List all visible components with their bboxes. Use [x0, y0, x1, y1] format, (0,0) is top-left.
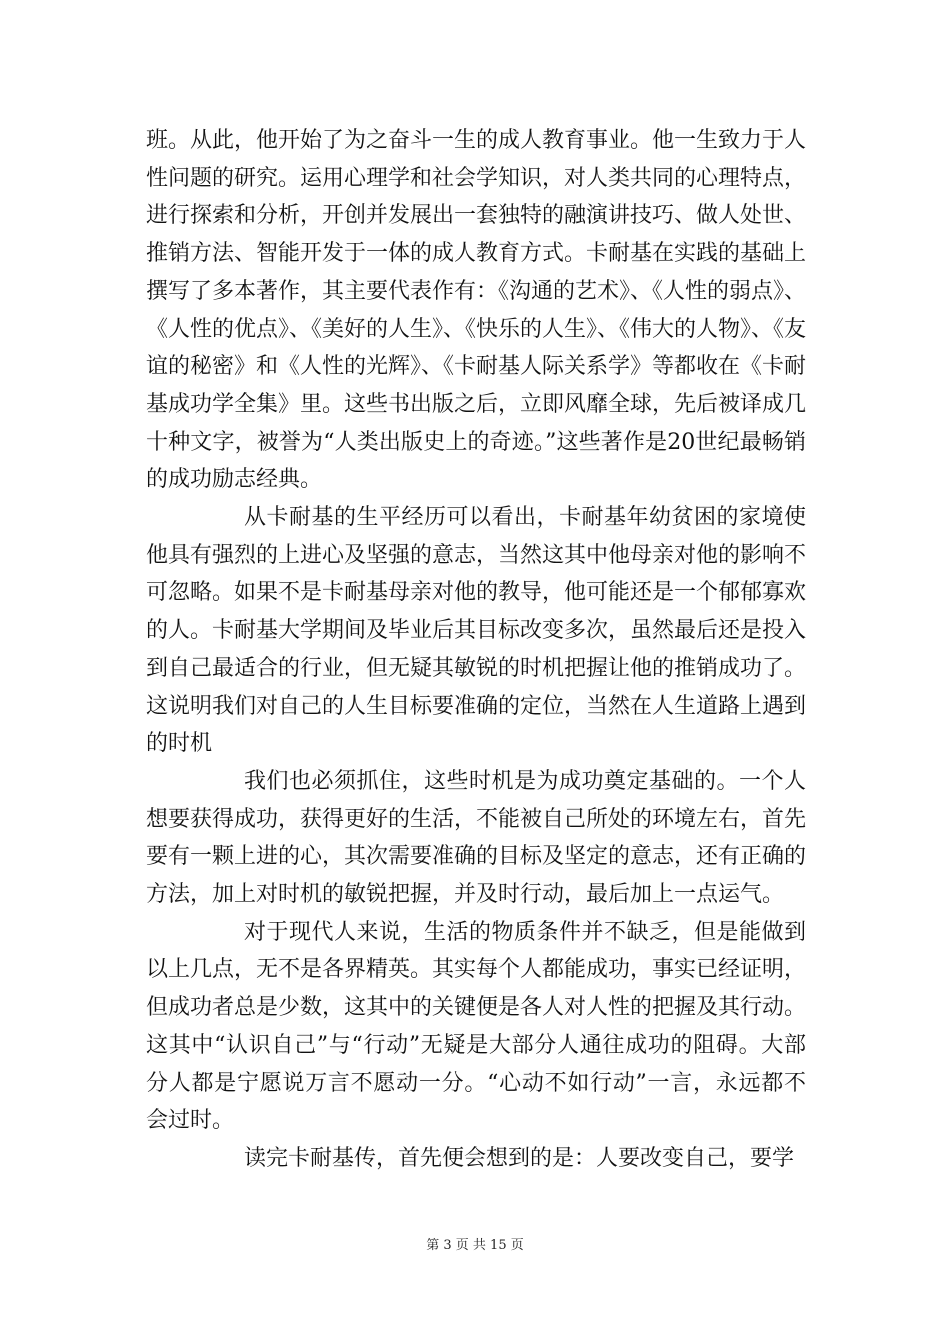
paragraph-2: 从卡耐基的生平经历可以看出，卡耐基年幼贫困的家境使他具有强烈的上进心及坚强的意志，当然这其中他母亲对他的影响不可忽略。如果不是卡耐基母亲对他的教导，他可能还是一个郁郁寡欢的人。卡耐基大学期间及毕业后其目标改变多次，虽然最后还是投入到自己最适合的行业，但无疑其敏锐的时机把握让他的推销成功了。这说明我们对自己的人生目标要准确的定位，当然在人生道路上遇到的时机	[146, 505, 807, 757]
body-text	[146, 122, 806, 1178]
paragraph-1: 班。从此，他开始了为之奋斗一生的成人教育事业。他一生致力于人性问题的研究。运用心理学和社会学知识，对人类共同的心理特点，进行探索和分析，开创并发展出一套独特的融演讲技巧、做人处世、推销方法、智能开发于一体的成人教育方式。卡耐基在实践的基础上撰写了多本著作，其主要代表作有：《沟通的艺术》、《人性的弱点》、《人性的优点》、《美好的人生》、《快乐的人生》、《伟大的人物》、《友谊的秘密》和《人性的光辉》、《卡耐基人际关系学》等都收在《卡耐基成功学全集》里。这些书出版之后，立即风靡全球，先后被译成几十种文字，被誉为“人类出版史上的奇迹。”这些著作是20世纪最畅销的成功励志经典。	[146, 128, 807, 493]
page-footer: 第 3 页 共 15 页	[426, 1238, 524, 1253]
paragraph-5: 读完卡耐基传，首先便会想到的是：人要改变自己，要学	[244, 1145, 795, 1171]
paragraph-4: 对于现代人来说，生活的物质条件并不缺乏，但是能做到以上几点，无不是各界精英。其实每个人都能成功，事实已经证明，但成功者总是少数，这其中的关键便是各人对人性的把握及其行动。这其中“认识自己”与“行动”无疑是大部分人通往成功的阻碍。大部分人都是宁愿说万言不愿动一分。“心动不如行动”一言，永远都不会过时。	[146, 919, 807, 1134]
paragraph-3: 我们也必须抓住，这些时机是为成功奠定基础的。一个人想要获得成功，获得更好的生活，不能被自己所处的环境左右，首先要有一颗上进的心，其次需要准确的目标及坚定的意志，还有正确的方法，加上对时机的敏锐把握，并及时行动，最后加上一点运气。	[146, 768, 807, 908]
